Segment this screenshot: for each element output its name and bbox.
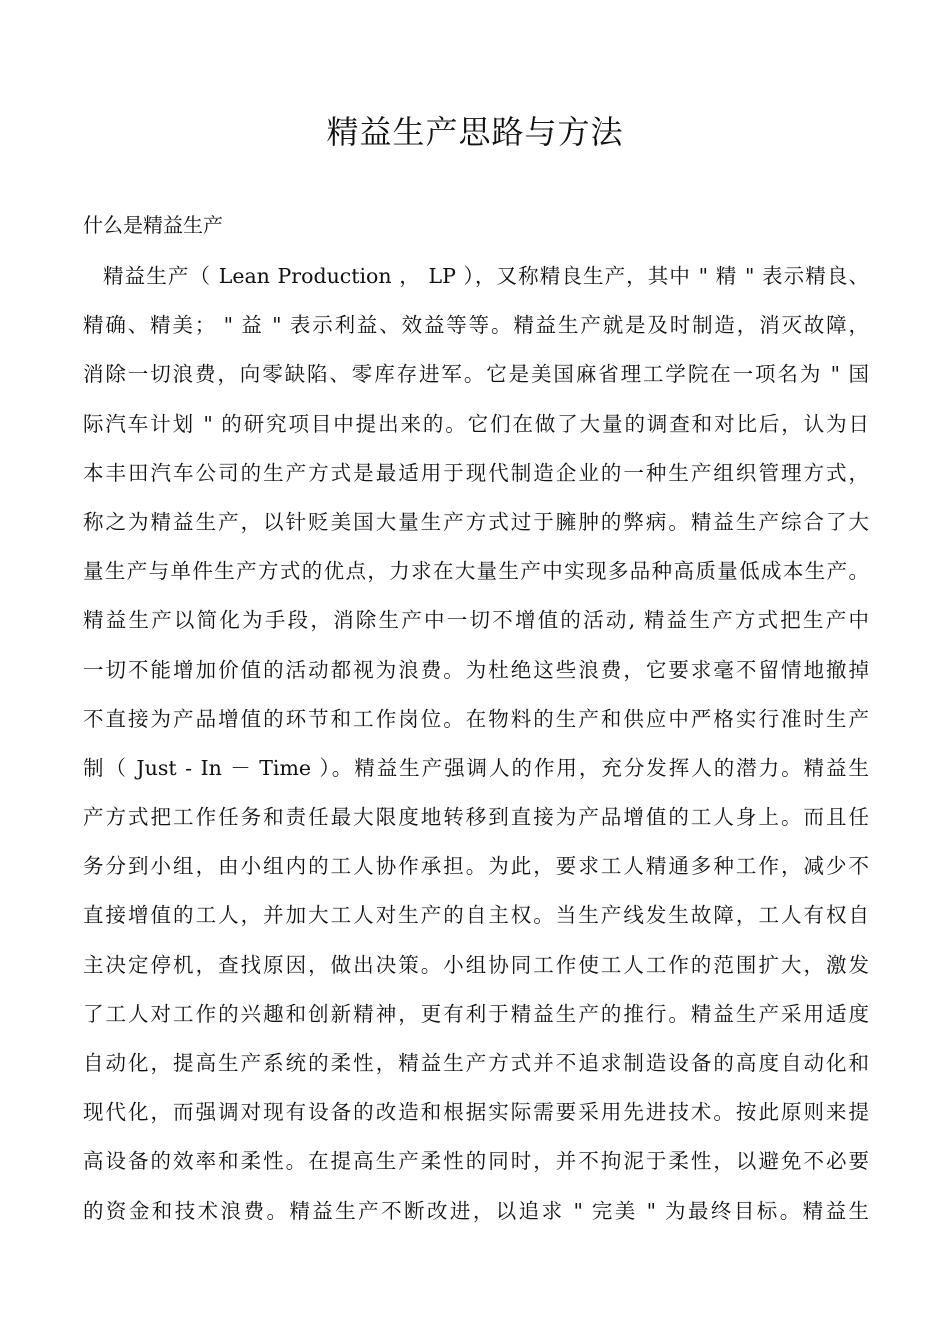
- paragraph-line: 的资金和技术浪费。精益生产不断改进，以追求 " 完美 " 为最终目标。精益生: [83, 1198, 869, 1223]
- paragraph-line: 务分到小组，由小组内的工人协作承担。为此，要求工人精通多种工作，减少不: [83, 854, 869, 879]
- paragraph-line: 现代化，而强调对现有设备的改造和根据实际需要采用先进技术。按此原则来提: [83, 1100, 869, 1125]
- paragraph-line: 直接增值的工人，并加大工人对生产的自主权。当生产线发生故障，工人有权自: [83, 903, 869, 928]
- paragraph-line: 自动化，提高生产系统的柔性，精益生产方式并不追求制造设备的高度自动化和: [83, 1051, 869, 1075]
- paragraph-line: 本丰田汽车公司的生产方式是最适用于现代制造企业的一种生产组织管理方式，: [83, 460, 869, 485]
- paragraph-line: 一切不能增加价值的活动都视为浪费。为杜绝这些浪费，它要求毫不留情地撤掉: [83, 657, 869, 682]
- paragraph-line: 称之为精益生产，以针贬美国大量生产方式过于臃肿的弊病。精益生产综合了大: [83, 509, 869, 534]
- paragraph-line: 不直接为产品增值的环节和工作岗位。在物料的生产和供应中严格实行准时生产: [83, 706, 869, 731]
- body-paragraph: [83, 259, 869, 1243]
- document-title: 精益生产思路与方法: [326, 113, 624, 151]
- paragraph-line: 精益生产以简化为手段，消除生产中一切不增值的活动, 精益生产方式把生产中: [83, 608, 869, 633]
- paragraph-line: 量生产与单件生产方式的优点，力求在大量生产中实现多品种高质量低成本生产。: [83, 559, 869, 584]
- paragraph-line: 主决定停机，查找原因，做出决策。小组协同工作使工人工作的范围扩大，激发: [83, 952, 869, 977]
- paragraph-line: 制（ Just - In － Time ）。精益生产强调人的作用，充分发挥人的潜力。精益生: [83, 755, 869, 780]
- paragraph-line: 精确、精美； " 益 " 表示利益、效益等等。精益生产就是及时制造，消灭故障，: [83, 313, 869, 338]
- paragraph-line: 消除一切浪费，向零缺陷、零库存进军。它是美国麻省理工学院在一项名为 " 国: [83, 362, 869, 387]
- paragraph-line: 产方式把工作任务和责任最大限度地转移到直接为产品增值的工人身上。而且任: [83, 805, 869, 830]
- paragraph-line: 了工人对工作的兴趣和创新精神，更有利于精益生产的推行。精益生产采用适度: [83, 1001, 869, 1026]
- section-heading: 什么是精益生产: [83, 213, 223, 237]
- paragraph-line: 高设备的效率和柔性。在提高生产柔性的同时，并不拘泥于柔性，以避免不必要: [83, 1149, 869, 1174]
- paragraph-line: 精益生产（ Lean Production ， LP ），又称精良生产，其中 " 精 " 表示精良、: [103, 264, 869, 288]
- paragraph-line: 际汽车计划 " 的研究项目中提出来的。它们在做了大量的调查和对比后，认为日: [83, 411, 869, 436]
